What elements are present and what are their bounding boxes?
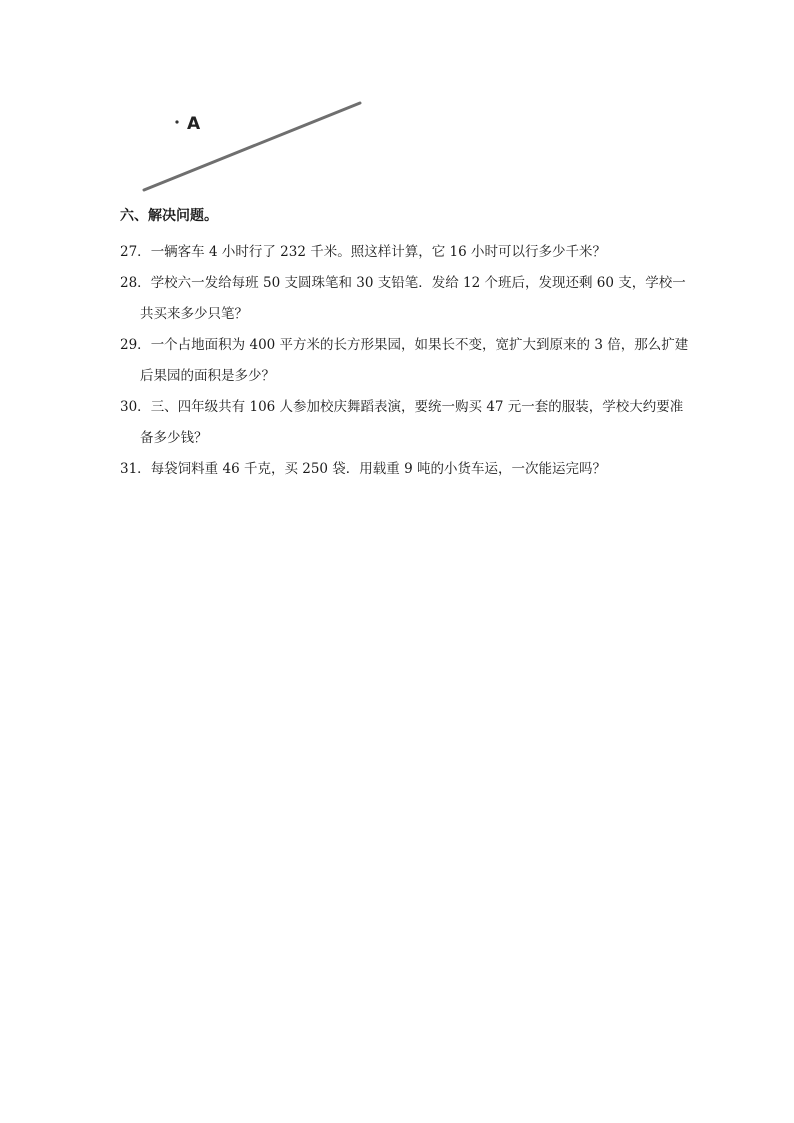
question-text: 一辆客车 4 小时行了 232 千米。照这样计算，它 16 小时可以行多少千米？ xyxy=(150,244,606,260)
point-a-label: A xyxy=(187,114,201,134)
question-number: 31． xyxy=(120,461,151,477)
question-text: 学校六一发给每班 50 支圆珠笔和 30 支铅笔．发给 12 个班后，发现还剩 60 支，学校一共买来多少只笔？ xyxy=(140,275,686,322)
line-and-point-diagram xyxy=(130,95,370,200)
geometry-figure xyxy=(130,95,370,200)
section-title: 六、解决问题。 xyxy=(120,208,218,224)
question-text: 每袋饲料重 46 千克，买 250 袋．用载重 9 吨的小货车运，一次能运完吗？ xyxy=(150,461,606,477)
question-item xyxy=(120,237,690,268)
question-list xyxy=(120,237,690,485)
question-item xyxy=(120,268,690,330)
question-text: 一个占地面积为 400 平方米的长方形果园，如果长不变，宽扩大到原来的 3 倍，那么扩建后果园的面积是多少？ xyxy=(140,337,689,384)
question-number: 30． xyxy=(120,399,151,415)
question-item xyxy=(120,454,690,485)
question-number: 27． xyxy=(120,244,151,260)
question-item xyxy=(120,330,690,392)
question-number: 29． xyxy=(120,337,151,353)
point-a-dot xyxy=(175,120,178,123)
question-item xyxy=(120,392,690,454)
straight-line xyxy=(144,103,360,190)
question-text: 三、四年级共有 106 人参加校庆舞蹈表演，要统一购买 47 元一套的服装，学校大约要准备多少钱？ xyxy=(140,399,684,446)
question-number: 28． xyxy=(120,275,151,291)
